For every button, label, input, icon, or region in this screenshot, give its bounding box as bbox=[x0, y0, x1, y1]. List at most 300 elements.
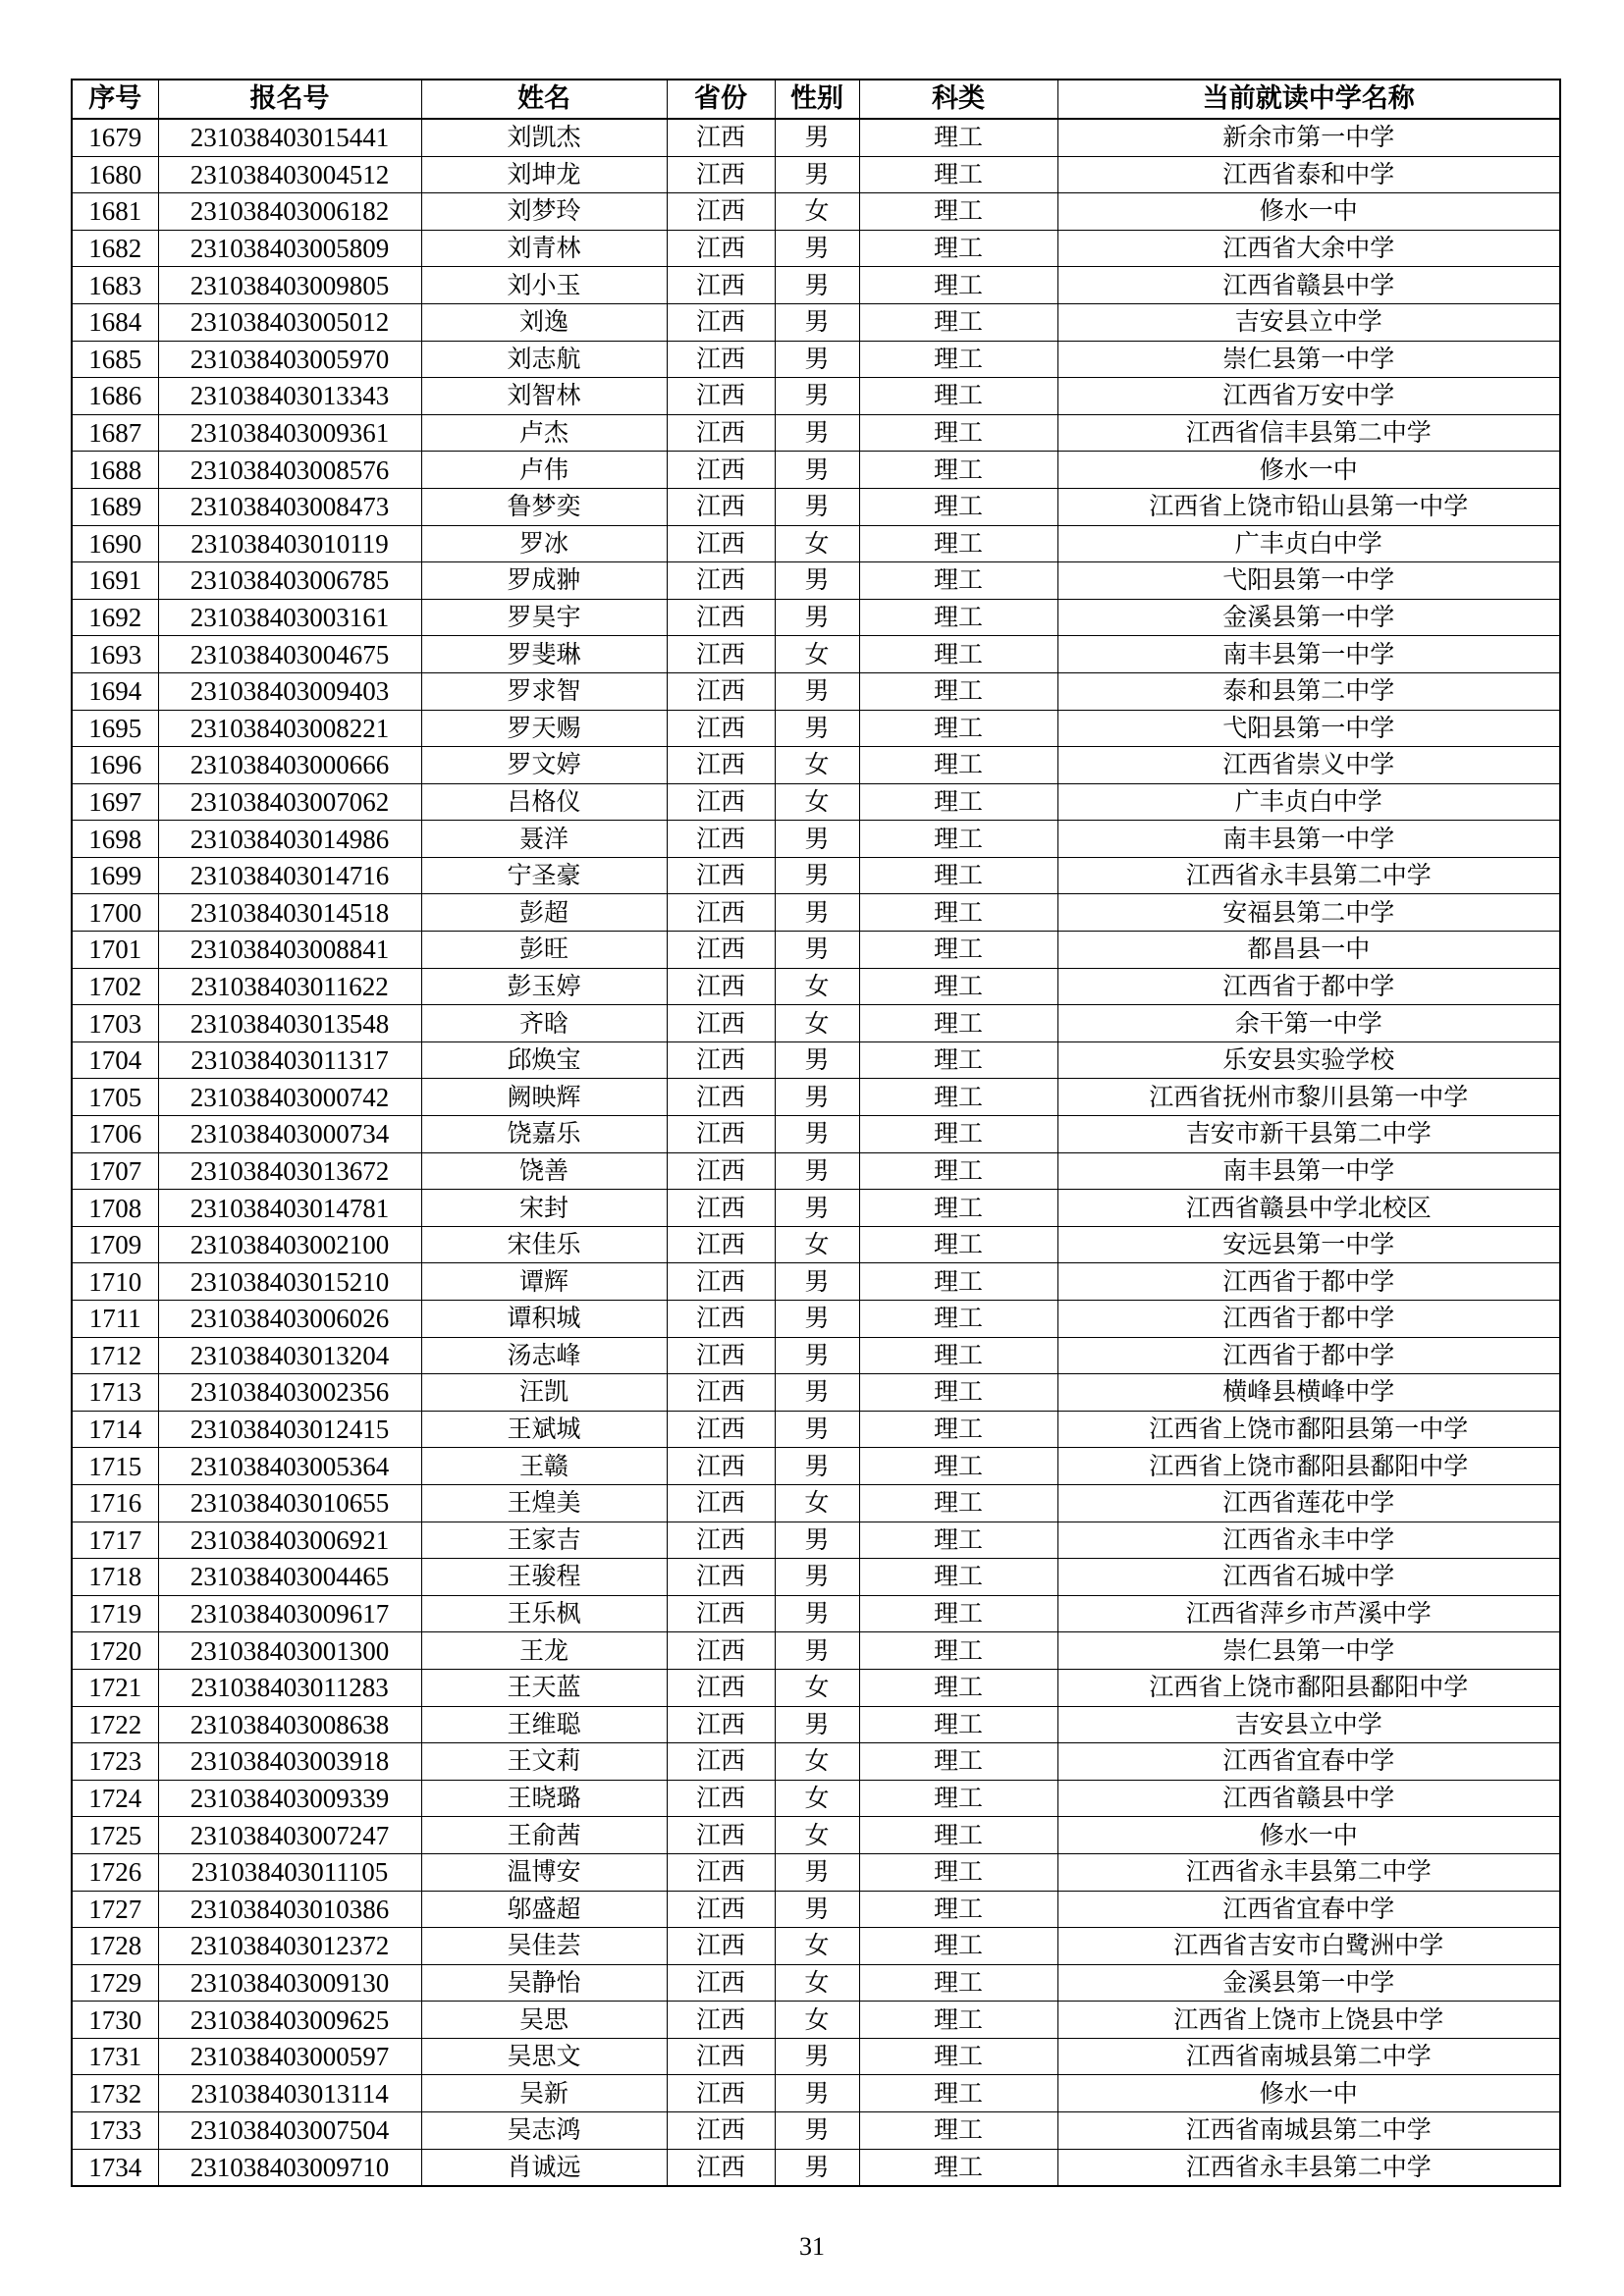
cell-gender: 男 bbox=[775, 2038, 859, 2075]
cell-gender: 男 bbox=[775, 857, 859, 894]
cell-school: 江西省赣县中学 bbox=[1057, 1780, 1560, 1817]
cell-serial: 1706 bbox=[72, 1116, 158, 1153]
cell-registration-no: 231038403012372 bbox=[158, 1928, 421, 1965]
cell-name: 彭超 bbox=[421, 894, 667, 932]
cell-name: 刘青林 bbox=[421, 230, 667, 267]
cell-category: 理工 bbox=[859, 1559, 1057, 1596]
cell-province: 江西 bbox=[667, 1853, 775, 1891]
cell-category: 理工 bbox=[859, 1116, 1057, 1153]
cell-school: 南丰县第一中学 bbox=[1057, 821, 1560, 858]
cell-gender: 男 bbox=[775, 2112, 859, 2150]
cell-name: 吴静怡 bbox=[421, 1964, 667, 2002]
cell-school: 江西省石城中学 bbox=[1057, 1559, 1560, 1596]
table-row bbox=[72, 1484, 1560, 1522]
cell-gender: 女 bbox=[775, 1743, 859, 1781]
cell-school: 江西省于都中学 bbox=[1057, 968, 1560, 1005]
cell-school: 江西省宜春中学 bbox=[1057, 1743, 1560, 1781]
cell-name: 刘坤龙 bbox=[421, 156, 667, 193]
cell-name: 谭积城 bbox=[421, 1301, 667, 1338]
cell-serial: 1701 bbox=[72, 932, 158, 969]
cell-province: 江西 bbox=[667, 193, 775, 231]
cell-gender: 男 bbox=[775, 1522, 859, 1559]
cell-registration-no: 231038403008638 bbox=[158, 1706, 421, 1743]
cell-serial: 1695 bbox=[72, 710, 158, 747]
table-row bbox=[72, 710, 1560, 747]
cell-gender: 女 bbox=[775, 1226, 859, 1263]
table-body bbox=[72, 119, 1560, 2186]
table-row bbox=[72, 230, 1560, 267]
cell-category: 理工 bbox=[859, 1522, 1057, 1559]
cell-category: 理工 bbox=[859, 1337, 1057, 1374]
cell-category: 理工 bbox=[859, 1853, 1057, 1891]
cell-registration-no: 231038403006182 bbox=[158, 193, 421, 231]
cell-serial: 1711 bbox=[72, 1301, 158, 1338]
cell-school: 新余市第一中学 bbox=[1057, 119, 1560, 156]
cell-school: 吉安县立中学 bbox=[1057, 303, 1560, 341]
cell-name: 温博安 bbox=[421, 1853, 667, 1891]
cell-registration-no: 231038403014986 bbox=[158, 821, 421, 858]
cell-serial: 1679 bbox=[72, 119, 158, 156]
table-row bbox=[72, 968, 1560, 1005]
cell-serial: 1719 bbox=[72, 1595, 158, 1632]
cell-gender: 男 bbox=[775, 1632, 859, 1670]
cell-registration-no: 231038403000666 bbox=[158, 747, 421, 784]
cell-gender: 男 bbox=[775, 1559, 859, 1596]
cell-serial: 1724 bbox=[72, 1780, 158, 1817]
cell-school: 江西省信丰县第二中学 bbox=[1057, 414, 1560, 452]
header-gender: 性别 bbox=[775, 80, 859, 119]
cell-gender: 男 bbox=[775, 1263, 859, 1301]
cell-province: 江西 bbox=[667, 1484, 775, 1522]
cell-school: 江西省泰和中学 bbox=[1057, 156, 1560, 193]
cell-category: 理工 bbox=[859, 2038, 1057, 2075]
cell-serial: 1721 bbox=[72, 1669, 158, 1706]
cell-category: 理工 bbox=[859, 1411, 1057, 1448]
cell-registration-no: 231038403008841 bbox=[158, 932, 421, 969]
cell-category: 理工 bbox=[859, 1041, 1057, 1079]
cell-province: 江西 bbox=[667, 636, 775, 673]
cell-registration-no: 231038403007504 bbox=[158, 2112, 421, 2150]
cell-gender: 男 bbox=[775, 1411, 859, 1448]
cell-category: 理工 bbox=[859, 783, 1057, 821]
cell-gender: 男 bbox=[775, 599, 859, 636]
cell-serial: 1714 bbox=[72, 1411, 158, 1448]
cell-registration-no: 231038403000734 bbox=[158, 1116, 421, 1153]
cell-school: 乐安县实验学校 bbox=[1057, 1041, 1560, 1079]
cell-province: 江西 bbox=[667, 968, 775, 1005]
cell-name: 宁圣豪 bbox=[421, 857, 667, 894]
header-registration-no: 报名号 bbox=[158, 80, 421, 119]
cell-school: 江西省永丰中学 bbox=[1057, 1522, 1560, 1559]
cell-registration-no: 231038403011622 bbox=[158, 968, 421, 1005]
cell-registration-no: 231038403014781 bbox=[158, 1190, 421, 1227]
cell-school: 横峰县横峰中学 bbox=[1057, 1374, 1560, 1412]
header-province: 省份 bbox=[667, 80, 775, 119]
cell-category: 理工 bbox=[859, 119, 1057, 156]
cell-registration-no: 231038403008221 bbox=[158, 710, 421, 747]
cell-category: 理工 bbox=[859, 2149, 1057, 2186]
header-school: 当前就读中学名称 bbox=[1057, 80, 1560, 119]
cell-name: 罗斐琳 bbox=[421, 636, 667, 673]
cell-category: 理工 bbox=[859, 1632, 1057, 1670]
table-row bbox=[72, 1337, 1560, 1374]
cell-name: 齐晗 bbox=[421, 1005, 667, 1042]
cell-province: 江西 bbox=[667, 488, 775, 525]
cell-gender: 男 bbox=[775, 119, 859, 156]
cell-province: 江西 bbox=[667, 562, 775, 600]
cell-category: 理工 bbox=[859, 710, 1057, 747]
cell-registration-no: 231038403005012 bbox=[158, 303, 421, 341]
cell-name: 宋佳乐 bbox=[421, 1226, 667, 1263]
table-row bbox=[72, 341, 1560, 378]
table-row bbox=[72, 636, 1560, 673]
cell-province: 江西 bbox=[667, 1041, 775, 1079]
cell-school: 江西省永丰县第二中学 bbox=[1057, 857, 1560, 894]
page-number: 31 bbox=[799, 2232, 825, 2261]
cell-registration-no: 231038403010386 bbox=[158, 1891, 421, 1928]
cell-gender: 女 bbox=[775, 1484, 859, 1522]
table-row bbox=[72, 1152, 1560, 1190]
cell-category: 理工 bbox=[859, 636, 1057, 673]
cell-registration-no: 231038403000742 bbox=[158, 1079, 421, 1116]
cell-category: 理工 bbox=[859, 1964, 1057, 2002]
cell-category: 理工 bbox=[859, 821, 1057, 858]
cell-category: 理工 bbox=[859, 267, 1057, 304]
table-row bbox=[72, 1079, 1560, 1116]
cell-serial: 1687 bbox=[72, 414, 158, 452]
cell-province: 江西 bbox=[667, 1743, 775, 1781]
cell-province: 江西 bbox=[667, 1817, 775, 1854]
cell-category: 理工 bbox=[859, 894, 1057, 932]
table-row bbox=[72, 378, 1560, 415]
table-header-row bbox=[72, 80, 1560, 119]
cell-province: 江西 bbox=[667, 747, 775, 784]
cell-gender: 男 bbox=[775, 230, 859, 267]
cell-serial: 1699 bbox=[72, 857, 158, 894]
cell-registration-no: 231038403002356 bbox=[158, 1374, 421, 1412]
cell-school: 广丰贞白中学 bbox=[1057, 525, 1560, 562]
cell-category: 理工 bbox=[859, 1484, 1057, 1522]
cell-school: 江西省宜春中学 bbox=[1057, 1891, 1560, 1928]
cell-gender: 男 bbox=[775, 672, 859, 710]
cell-school: 弋阳县第一中学 bbox=[1057, 562, 1560, 600]
cell-gender: 女 bbox=[775, 1005, 859, 1042]
cell-province: 江西 bbox=[667, 599, 775, 636]
cell-registration-no: 231038403010119 bbox=[158, 525, 421, 562]
cell-name: 吕格仪 bbox=[421, 783, 667, 821]
cell-province: 江西 bbox=[667, 1706, 775, 1743]
cell-school: 江西省萍乡市芦溪中学 bbox=[1057, 1595, 1560, 1632]
cell-category: 理工 bbox=[859, 1263, 1057, 1301]
cell-school: 江西省吉安市白鹭洲中学 bbox=[1057, 1928, 1560, 1965]
cell-school: 安福县第二中学 bbox=[1057, 894, 1560, 932]
cell-name: 刘凯杰 bbox=[421, 119, 667, 156]
cell-province: 江西 bbox=[667, 2075, 775, 2112]
cell-school: 修水一中 bbox=[1057, 193, 1560, 231]
cell-registration-no: 231038403013343 bbox=[158, 378, 421, 415]
cell-school: 修水一中 bbox=[1057, 452, 1560, 489]
cell-name: 罗天赐 bbox=[421, 710, 667, 747]
cell-gender: 女 bbox=[775, 783, 859, 821]
table-row bbox=[72, 1632, 1560, 1670]
cell-name: 王俞茜 bbox=[421, 1817, 667, 1854]
cell-registration-no: 231038403004465 bbox=[158, 1559, 421, 1596]
cell-registration-no: 231038403013114 bbox=[158, 2075, 421, 2112]
table-row bbox=[72, 894, 1560, 932]
cell-registration-no: 231038403009710 bbox=[158, 2149, 421, 2186]
cell-category: 理工 bbox=[859, 562, 1057, 600]
cell-school: 江西省于都中学 bbox=[1057, 1263, 1560, 1301]
cell-school: 江西省于都中学 bbox=[1057, 1301, 1560, 1338]
cell-category: 理工 bbox=[859, 857, 1057, 894]
cell-gender: 男 bbox=[775, 932, 859, 969]
cell-registration-no: 231038403011105 bbox=[158, 1853, 421, 1891]
cell-school: 吉安县立中学 bbox=[1057, 1706, 1560, 1743]
cell-name: 邬盛超 bbox=[421, 1891, 667, 1928]
cell-registration-no: 231038403015210 bbox=[158, 1263, 421, 1301]
cell-registration-no: 231038403003161 bbox=[158, 599, 421, 636]
cell-serial: 1727 bbox=[72, 1891, 158, 1928]
cell-registration-no: 231038403005970 bbox=[158, 341, 421, 378]
cell-serial: 1712 bbox=[72, 1337, 158, 1374]
cell-gender: 男 bbox=[775, 562, 859, 600]
cell-registration-no: 231038403009403 bbox=[158, 672, 421, 710]
cell-registration-no: 231038403013672 bbox=[158, 1152, 421, 1190]
table-row bbox=[72, 1005, 1560, 1042]
cell-province: 江西 bbox=[667, 1559, 775, 1596]
cell-name: 汤志峰 bbox=[421, 1337, 667, 1374]
cell-serial: 1728 bbox=[72, 1928, 158, 1965]
table-row bbox=[72, 1743, 1560, 1781]
cell-gender: 男 bbox=[775, 488, 859, 525]
cell-gender: 男 bbox=[775, 1853, 859, 1891]
table-row bbox=[72, 2002, 1560, 2039]
cell-category: 理工 bbox=[859, 488, 1057, 525]
cell-province: 江西 bbox=[667, 1301, 775, 1338]
cell-school: 江西省于都中学 bbox=[1057, 1337, 1560, 1374]
cell-school: 江西省上饶市鄱阳县鄱阳中学 bbox=[1057, 1448, 1560, 1485]
cell-serial: 1707 bbox=[72, 1152, 158, 1190]
cell-province: 江西 bbox=[667, 525, 775, 562]
cell-school: 江西省上饶市鄱阳县第一中学 bbox=[1057, 1411, 1560, 1448]
cell-school: 江西省万安中学 bbox=[1057, 378, 1560, 415]
cell-gender: 男 bbox=[775, 2149, 859, 2186]
cell-gender: 男 bbox=[775, 1190, 859, 1227]
cell-school: 吉安市新干县第二中学 bbox=[1057, 1116, 1560, 1153]
cell-name: 罗文婷 bbox=[421, 747, 667, 784]
cell-registration-no: 231038403003918 bbox=[158, 1743, 421, 1781]
cell-serial: 1697 bbox=[72, 783, 158, 821]
cell-serial: 1720 bbox=[72, 1632, 158, 1670]
cell-school: 江西省永丰县第二中学 bbox=[1057, 2149, 1560, 2186]
cell-serial: 1725 bbox=[72, 1817, 158, 1854]
table-row bbox=[72, 1669, 1560, 1706]
cell-registration-no: 231038403008576 bbox=[158, 452, 421, 489]
cell-name: 肖诚远 bbox=[421, 2149, 667, 2186]
cell-school: 江西省莲花中学 bbox=[1057, 1484, 1560, 1522]
cell-province: 江西 bbox=[667, 932, 775, 969]
cell-registration-no: 231038403002100 bbox=[158, 1226, 421, 1263]
table-row bbox=[72, 1374, 1560, 1412]
table-row bbox=[72, 414, 1560, 452]
cell-registration-no: 231038403015441 bbox=[158, 119, 421, 156]
cell-school: 安远县第一中学 bbox=[1057, 1226, 1560, 1263]
table-row bbox=[72, 1301, 1560, 1338]
cell-province: 江西 bbox=[667, 1448, 775, 1485]
table-row bbox=[72, 119, 1560, 156]
cell-registration-no: 231038403006921 bbox=[158, 1522, 421, 1559]
cell-registration-no: 231038403009361 bbox=[158, 414, 421, 452]
cell-category: 理工 bbox=[859, 1374, 1057, 1412]
cell-name: 王赣 bbox=[421, 1448, 667, 1485]
cell-registration-no: 231038403001300 bbox=[158, 1632, 421, 1670]
cell-registration-no: 231038403009339 bbox=[158, 1780, 421, 1817]
cell-category: 理工 bbox=[859, 1226, 1057, 1263]
table-row bbox=[72, 1448, 1560, 1485]
table-row bbox=[72, 1116, 1560, 1153]
cell-category: 理工 bbox=[859, 452, 1057, 489]
cell-name: 宋封 bbox=[421, 1190, 667, 1227]
cell-gender: 男 bbox=[775, 2075, 859, 2112]
cell-name: 王天蓝 bbox=[421, 1669, 667, 1706]
cell-province: 江西 bbox=[667, 672, 775, 710]
cell-serial: 1690 bbox=[72, 525, 158, 562]
cell-gender: 女 bbox=[775, 1928, 859, 1965]
cell-gender: 男 bbox=[775, 341, 859, 378]
cell-gender: 男 bbox=[775, 267, 859, 304]
cell-gender: 女 bbox=[775, 747, 859, 784]
cell-province: 江西 bbox=[667, 1595, 775, 1632]
cell-gender: 男 bbox=[775, 1595, 859, 1632]
cell-province: 江西 bbox=[667, 156, 775, 193]
table-row bbox=[72, 267, 1560, 304]
cell-name: 鲁梦奕 bbox=[421, 488, 667, 525]
table-row bbox=[72, 1522, 1560, 1559]
cell-registration-no: 231038403006026 bbox=[158, 1301, 421, 1338]
cell-category: 理工 bbox=[859, 1706, 1057, 1743]
cell-province: 江西 bbox=[667, 1190, 775, 1227]
table-row bbox=[72, 2149, 1560, 2186]
cell-school: 江西省赣县中学 bbox=[1057, 267, 1560, 304]
cell-province: 江西 bbox=[667, 341, 775, 378]
table-row bbox=[72, 488, 1560, 525]
table-row bbox=[72, 2038, 1560, 2075]
cell-registration-no: 231038403000597 bbox=[158, 2038, 421, 2075]
cell-serial: 1731 bbox=[72, 2038, 158, 2075]
cell-school: 余干第一中学 bbox=[1057, 1005, 1560, 1042]
cell-school: 江西省上饶市上饶县中学 bbox=[1057, 2002, 1560, 2039]
cell-category: 理工 bbox=[859, 1595, 1057, 1632]
cell-serial: 1698 bbox=[72, 821, 158, 858]
table-row bbox=[72, 1853, 1560, 1891]
cell-category: 理工 bbox=[859, 1152, 1057, 1190]
cell-category: 理工 bbox=[859, 378, 1057, 415]
cell-category: 理工 bbox=[859, 672, 1057, 710]
cell-serial: 1732 bbox=[72, 2075, 158, 2112]
cell-category: 理工 bbox=[859, 1448, 1057, 1485]
cell-serial: 1734 bbox=[72, 2149, 158, 2186]
cell-serial: 1705 bbox=[72, 1079, 158, 1116]
cell-name: 王家吉 bbox=[421, 1522, 667, 1559]
table-row bbox=[72, 599, 1560, 636]
cell-serial: 1694 bbox=[72, 672, 158, 710]
cell-name: 彭玉婷 bbox=[421, 968, 667, 1005]
cell-gender: 男 bbox=[775, 1891, 859, 1928]
table-row bbox=[72, 932, 1560, 969]
cell-name: 吴新 bbox=[421, 2075, 667, 2112]
cell-category: 理工 bbox=[859, 2112, 1057, 2150]
cell-registration-no: 231038403009130 bbox=[158, 1964, 421, 2002]
cell-gender: 女 bbox=[775, 2002, 859, 2039]
cell-category: 理工 bbox=[859, 193, 1057, 231]
cell-gender: 男 bbox=[775, 1301, 859, 1338]
table-row bbox=[72, 672, 1560, 710]
cell-province: 江西 bbox=[667, 1522, 775, 1559]
table-row bbox=[72, 1595, 1560, 1632]
cell-province: 江西 bbox=[667, 452, 775, 489]
header-name: 姓名 bbox=[421, 80, 667, 119]
cell-serial: 1723 bbox=[72, 1743, 158, 1781]
cell-serial: 1680 bbox=[72, 156, 158, 193]
cell-registration-no: 231038403011283 bbox=[158, 1669, 421, 1706]
cell-name: 王骏程 bbox=[421, 1559, 667, 1596]
cell-registration-no: 231038403009617 bbox=[158, 1595, 421, 1632]
cell-gender: 女 bbox=[775, 968, 859, 1005]
table-row bbox=[72, 857, 1560, 894]
cell-name: 彭旺 bbox=[421, 932, 667, 969]
cell-serial: 1700 bbox=[72, 894, 158, 932]
cell-school: 崇仁县第一中学 bbox=[1057, 341, 1560, 378]
cell-school: 弋阳县第一中学 bbox=[1057, 710, 1560, 747]
cell-gender: 男 bbox=[775, 1041, 859, 1079]
cell-province: 江西 bbox=[667, 2149, 775, 2186]
cell-name: 饶善 bbox=[421, 1152, 667, 1190]
cell-serial: 1702 bbox=[72, 968, 158, 1005]
cell-registration-no: 231038403014716 bbox=[158, 857, 421, 894]
cell-province: 江西 bbox=[667, 1891, 775, 1928]
table-row bbox=[72, 1559, 1560, 1596]
cell-province: 江西 bbox=[667, 894, 775, 932]
table-row bbox=[72, 525, 1560, 562]
cell-name: 刘逸 bbox=[421, 303, 667, 341]
table-row bbox=[72, 562, 1560, 600]
table-row bbox=[72, 193, 1560, 231]
cell-school: 都昌县一中 bbox=[1057, 932, 1560, 969]
cell-category: 理工 bbox=[859, 341, 1057, 378]
cell-registration-no: 231038403006785 bbox=[158, 562, 421, 600]
cell-category: 理工 bbox=[859, 968, 1057, 1005]
cell-serial: 1686 bbox=[72, 378, 158, 415]
cell-registration-no: 231038403005364 bbox=[158, 1448, 421, 1485]
cell-name: 刘智林 bbox=[421, 378, 667, 415]
cell-gender: 男 bbox=[775, 1116, 859, 1153]
cell-name: 王晓璐 bbox=[421, 1780, 667, 1817]
cell-school: 江西省赣县中学北校区 bbox=[1057, 1190, 1560, 1227]
cell-name: 卢伟 bbox=[421, 452, 667, 489]
cell-gender: 女 bbox=[775, 1669, 859, 1706]
cell-serial: 1685 bbox=[72, 341, 158, 378]
cell-registration-no: 231038403011317 bbox=[158, 1041, 421, 1079]
cell-category: 理工 bbox=[859, 414, 1057, 452]
cell-name: 刘小玉 bbox=[421, 267, 667, 304]
cell-serial: 1689 bbox=[72, 488, 158, 525]
cell-gender: 女 bbox=[775, 1780, 859, 1817]
cell-serial: 1708 bbox=[72, 1190, 158, 1227]
table-row bbox=[72, 1411, 1560, 1448]
cell-registration-no: 231038403013548 bbox=[158, 1005, 421, 1042]
cell-category: 理工 bbox=[859, 1817, 1057, 1854]
cell-province: 江西 bbox=[667, 119, 775, 156]
